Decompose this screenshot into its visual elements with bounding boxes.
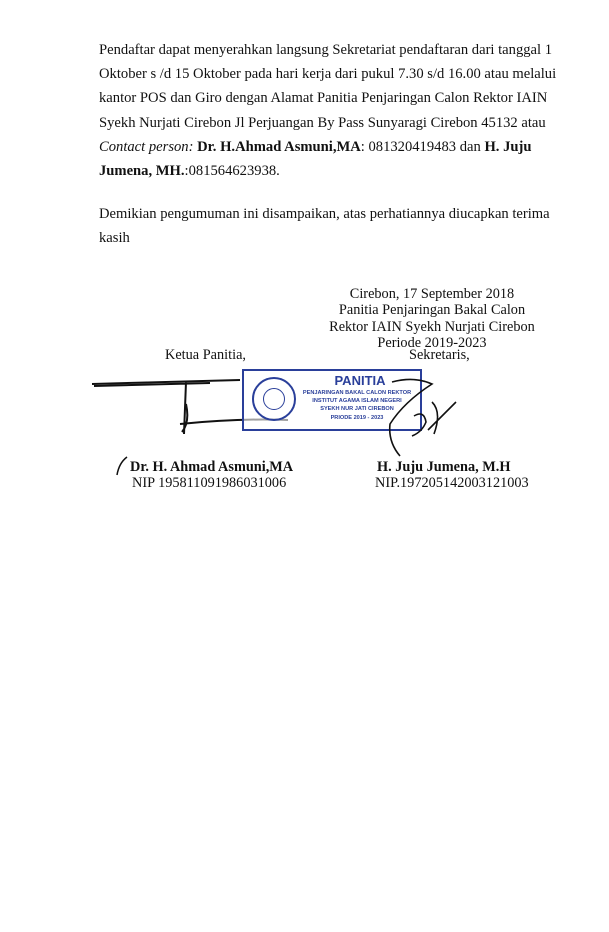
left-signer-name: Dr. H. Ahmad Asmuni,MA — [130, 459, 294, 475]
paragraph-closing — [99, 202, 550, 250]
para2-line-2: kasih — [99, 230, 130, 247]
stamp-line-4: PRIODE 2019 - 2023 — [330, 415, 384, 421]
contact2-name-a: H. Juju — [484, 138, 532, 155]
stamp-line-2: INSTITUT AGAMA ISLAM NEGERI — [312, 398, 402, 404]
contact1-name: Dr. H.Ahmad Asmuni,MA — [197, 138, 361, 155]
left-name-flourish-icon — [113, 455, 129, 477]
place-date: Cirebon, 17 September 2018 — [349, 286, 515, 302]
left-signer-nip: NIP 195811091986031006 — [132, 475, 287, 491]
left-signer-title: Ketua Panitia, — [165, 347, 246, 363]
para1-line-4: Syekh Nurjati Cirebon Jl Perjuangan By Pass Sunyaragi Cirebon 45132 atau — [99, 114, 546, 131]
contact2-name-b: Jumena, MH. — [99, 163, 185, 180]
org-line-2: Rektor IAIN Syekh Nurjati Cirebon — [329, 318, 535, 335]
stamp-line-1: PENJARINGAN BAKAL CALON REKTOR — [302, 390, 412, 396]
para1-line-6 — [99, 159, 531, 183]
contact1-phone: : 081320419483 — [360, 138, 457, 155]
paragraph-registration — [99, 38, 557, 183]
iain-logo-icon — [252, 377, 296, 421]
contact2-phone: :081564623938. — [184, 163, 280, 180]
signature-header — [322, 286, 542, 352]
stamp-title: PANITIA — [334, 373, 386, 388]
right-signer-name: H. Juju Jumena, M.H — [377, 459, 511, 475]
right-signature-icon — [384, 372, 464, 462]
right-signer-title: Sekretaris, — [409, 347, 470, 363]
right-signer-nip: NIP.197205142003121003 — [375, 475, 529, 491]
org-line-3: Periode 2019-2023 — [377, 335, 487, 352]
contact-label: Contact person: — [99, 138, 194, 155]
para1-line-2: Oktober s /d 15 Oktober pada hari kerja dari pukul 7.30 s/d 16.00 atau melalui — [99, 66, 557, 83]
para1-line-1: Pendaftar dapat menyerahkan langsung Sekretariat pendaftaran dari tanggal 1 — [99, 42, 553, 58]
contact-separator: dan — [459, 138, 481, 155]
para2-line-1: Demikian pengumuman ini disampaikan, atas perhatiannya diucapkan terima — [99, 206, 550, 222]
org-line-1: Panitia Penjaringan Bakal Calon — [338, 302, 526, 319]
stamp-line-3: SYEKH NUR JATI CIREBON — [320, 406, 394, 412]
para1-line-5 — [99, 135, 531, 159]
para1-line-3: kantor POS dan Giro dengan Alamat Panitia Penjaringan Calon Rektor IAIN — [99, 90, 548, 107]
